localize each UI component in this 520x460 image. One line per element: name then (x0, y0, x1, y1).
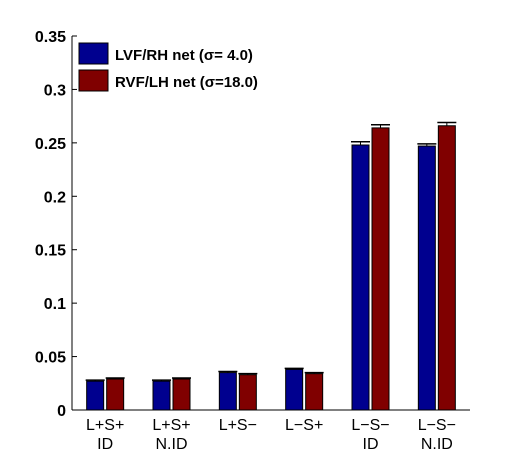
y-tick-label: 0.05 (34, 349, 66, 367)
bar-rvf-lh (306, 374, 323, 410)
x-tick-label: N.ID (420, 436, 453, 453)
bar-series (87, 126, 456, 410)
x-tick-label: L+S+ (86, 417, 125, 434)
bar-rvf-lh (173, 379, 190, 410)
y-tick-label: 0 (57, 403, 66, 420)
y-tick-label: 0.15 (34, 242, 66, 260)
bar-rvf-lh (239, 375, 256, 410)
y-tick-label: 0.35 (34, 29, 66, 46)
bar-rvf-lh (372, 128, 389, 410)
legend-label-rvf-lh: RVF/LH net (σ=18.0) (115, 74, 258, 91)
x-tick-label: L−S− (351, 417, 390, 434)
y-tick-label: 0.3 (43, 82, 66, 100)
error-bars (86, 123, 457, 382)
bar-lvf-rh (219, 373, 236, 410)
bar-lvf-rh (418, 146, 435, 410)
bar-rvf-lh (107, 379, 124, 410)
bar-lvf-rh (352, 145, 369, 410)
x-tick-label: L+S+ (152, 417, 191, 434)
x-tick-label: ID (362, 436, 379, 453)
x-tick-label: ID (97, 436, 114, 453)
bar-lvf-rh (87, 381, 104, 410)
x-tick-label: L−S− (417, 417, 456, 434)
y-axis-ticks (35, 29, 77, 420)
bar-lvf-rh (286, 369, 303, 410)
x-axis-tick-labels (86, 417, 456, 453)
x-tick-label: N.ID (155, 436, 188, 453)
legend-swatch-lvf-rh (79, 43, 108, 64)
y-tick-label: 0.25 (34, 135, 66, 153)
legend-label-lvf-rh: LVF/RH net (σ= 4.0) (115, 47, 253, 64)
y-tick-label: 0.2 (43, 189, 66, 207)
legend (79, 43, 258, 91)
y-tick-label: 0.1 (43, 296, 66, 314)
x-tick-label: L−S+ (285, 417, 324, 434)
bar-lvf-rh (153, 381, 170, 410)
bar-rvf-lh (438, 126, 455, 410)
legend-swatch-rvf-lh (79, 70, 108, 91)
x-tick-label: L+S− (218, 417, 257, 434)
